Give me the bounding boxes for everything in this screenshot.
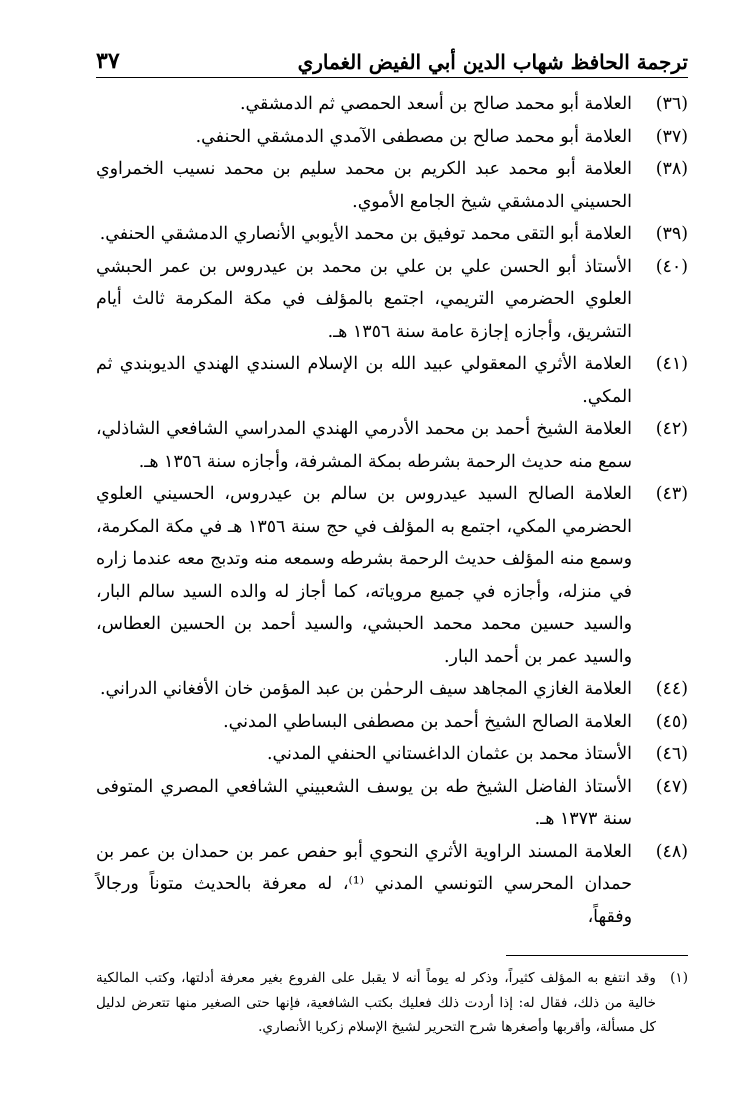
list-item <box>96 413 688 478</box>
entry-text: العلامة المسند الراوية الأثري النحوي أبو حفص عمر بن حمدان بن عمر بن حمدان المحرسي التونسي المدني ⁽¹⁾، له معرفة بالحديث متوناً ورجالاً وفقهاً، <box>96 841 632 927</box>
footnote-divider <box>506 955 688 956</box>
entry-number: (٤٠) <box>655 256 688 277</box>
entry-number: (٤٨) <box>655 841 688 862</box>
list-item <box>96 673 688 706</box>
list-item <box>96 251 688 349</box>
entry-text: الأستاذ محمد بن عثمان الداغستاني الحنفي المدني. <box>267 744 632 764</box>
entry-number: (٣٩) <box>655 224 688 244</box>
list-item <box>96 218 688 251</box>
page-number: ٣٧ <box>96 48 120 74</box>
entry-text: الأستاذ الفاضل الشيخ طه بن يوسف الشعبيني الشافعي المصري المتوفى سنة ١٣٧٣ هـ. <box>96 776 632 829</box>
footnote-text: وقد انتفع به المؤلف كثيراً، وذكر له يوماً أنه لا يقبل على الفروع بغير معرفة أدلتها، وكتب المالكية خالية من ذلك، فقال له: إذا أردت ذلك فعليك بكتب الشافعية، فإنها حتى الصغير منها تتعرض لدليل كل مسألة، وأقربها وأصغرها شرح التحرير لشيخ الإسلام زكريا الأنصاري. <box>96 970 656 1035</box>
entry-text: العلامة أبو التقى محمد توفيق بن محمد الأيوبي الأنصاري الدمشقي الحنفي. <box>99 224 632 244</box>
list-item <box>96 771 688 836</box>
footnote-number: (١) <box>670 970 688 986</box>
list-item <box>96 836 688 934</box>
running-title: ترجمة الحافظ شهاب الدين أبي الفيض الغماري <box>297 50 688 74</box>
list-item <box>96 88 688 121</box>
entry-number: (٣٧) <box>655 126 688 147</box>
list-item <box>96 706 688 739</box>
entry-number: (٤٧) <box>655 776 688 797</box>
entry-number: (٤٥) <box>655 711 688 732</box>
entries-list <box>96 88 688 933</box>
footnote <box>96 966 688 1040</box>
entry-text: العلامة الغازي المجاهد سيف الرحمٰن بن عبد المؤمن خان الأفغاني الدراني. <box>99 679 632 699</box>
list-item <box>96 121 688 154</box>
entry-text: العلامة الشيخ أحمد بن محمد الأدرمي الهندي المدراسي الشافعي الشاذلي، سمع منه حديث الرحمة بشرطه بمكة المشرفة، وأجازه سنة ١٣٥٦ هـ. <box>96 419 632 472</box>
list-item <box>96 738 688 771</box>
entry-number: (٤١) <box>655 354 688 374</box>
entry-text: العلامة الصالح السيد عيدروس بن سالم بن عيدروس، الحسيني العلوي الحضرمي المكي، اجتمع به المؤلف في حج سنة ١٣٥٦ هـ في مكة المكرمة، وسمع منه المؤلف حديث الرحمة بشرطه وسمعه منه وتدبج معه عندما زاره في منزله، وأجازه في جميع مروياته، كما أجاز له والده السيد سالم البار، والسيد حسين محمد محمد الحبشي، والسيد أحمد بن الحسين العطاس، والسيد عمر بن أحمد البار. <box>96 484 632 667</box>
entry-number: (٣٨) <box>655 159 688 179</box>
list-item <box>96 348 688 413</box>
entry-text: الأستاذ أبو الحسن علي بن علي بن محمد بن عيدروس بن عمر الحبشي العلوي الحضرمي التريمي، اجتمع بالمؤلف في مكة المكرمة ثالث أيام التشريق، وأجازه إجازة عامة سنة ١٣٥٦ هـ. <box>96 256 632 342</box>
entry-text: العلامة أبو محمد عبد الكريم بن محمد سليم بن محمد نسيب الخمراوي الحسيني الدمشقي شيخ الجامع الأموي. <box>96 159 632 212</box>
entry-text: العلامة الأثري المعقولي عبيد الله بن الإسلام السندي الهندي الديوبندي ثم المكي. <box>96 354 632 407</box>
list-item <box>96 478 688 673</box>
entry-text: العلامة أبو محمد صالح بن أسعد الحمصي ثم الدمشقي. <box>239 94 632 114</box>
entry-number: (٤٤) <box>655 679 688 699</box>
entry-number: (٤٣) <box>655 484 688 504</box>
entry-number: (٤٢) <box>655 419 688 439</box>
list-item <box>96 153 688 218</box>
entry-text: العلامة الصالح الشيخ أحمد بن مصطفى البساطي المدني. <box>223 711 632 732</box>
page-header <box>96 40 688 78</box>
entry-number: (٣٦) <box>655 94 688 114</box>
entry-text: العلامة أبو محمد صالح بن مصطفى الآمدي الدمشقي الحنفي. <box>195 126 632 147</box>
entry-number: (٤٦) <box>655 744 688 764</box>
